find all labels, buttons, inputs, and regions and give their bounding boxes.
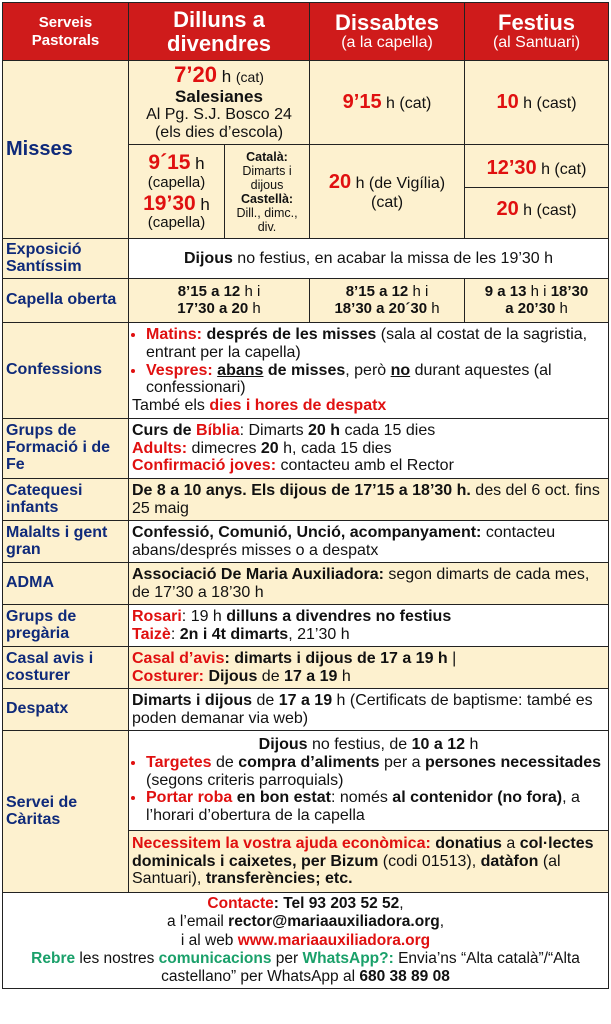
casal-l2-red: Costurer:: [132, 667, 205, 685]
lang-catalan-days: Dimarts i dijous: [242, 163, 292, 192]
malalts-label: Malalts i gent gran: [3, 521, 129, 563]
caritas-i2-d: , a l’horari d’obertura de la capella: [146, 789, 580, 825]
caritas-label: Servei de Càritas: [3, 731, 129, 893]
header-weekdays: [129, 3, 310, 61]
footer-wa-number[interactable]: 680 38 89 08: [359, 968, 450, 986]
pregaria-label: Grups de pregària: [3, 605, 129, 647]
misses-saturday-top-time: 9’15: [342, 91, 382, 114]
header-holidays: [465, 3, 609, 61]
despatx-b: 17 a 19: [278, 691, 333, 709]
confessions-morning: [146, 326, 605, 362]
header-saturdays-sub: (a la capella): [341, 34, 433, 52]
pregaria-l2-c: , 21’30 h: [288, 625, 350, 643]
pregaria-l1-b: dilluns a divendres no festius: [226, 607, 452, 625]
pregaria-l1-red: Rosari: [132, 607, 182, 625]
adma-label: ADMA: [3, 563, 129, 605]
caritas-i2-a: : només: [330, 789, 393, 807]
grups-l1-red: Bíblia: [196, 421, 240, 439]
caritas-i1-c: per a: [379, 753, 425, 771]
capella-row: [3, 279, 609, 323]
misses-holiday-2-time: 12’30: [486, 156, 537, 179]
exposicio-text: [129, 239, 609, 279]
despatx-bold: Dimarts i dijous: [132, 691, 253, 709]
misses-saturday-bottom-rest: h (de Vigília)(cat): [351, 175, 446, 211]
capella-saturday-1: 8’15 a 12: [345, 282, 409, 300]
casal-l1-red: Casal d’avis: [132, 649, 225, 667]
caritas-i1-d: persones necessitades: [424, 753, 602, 771]
capella-weekday: [129, 279, 310, 323]
grups-l2-a: dimecres: [187, 439, 261, 457]
misses-weekday-place-1: (capella): [147, 173, 206, 191]
exposicio-rest: no festius, en acabar la missa de les 19’30 h: [232, 249, 554, 267]
capella-weekday-2: 17’30 a 20: [177, 299, 249, 317]
caritas-help-red: Necessitem la vostra ajuda econòmica:: [132, 834, 431, 852]
malalts-bold: Confessió, Comunió, Unció, acompanyament:: [132, 523, 482, 541]
despatx-label: Despatx: [3, 689, 129, 731]
capella-holiday-2: a 20’30: [505, 299, 556, 317]
confessions-morning-label: Matins:: [146, 325, 202, 343]
misses-row-top: [3, 61, 609, 145]
capella-weekday-1: 8’15 a 12: [177, 282, 241, 300]
confessions-evening: [146, 362, 605, 398]
header-saturdays-title: Dissabtes: [335, 10, 439, 35]
capella-holiday: [465, 279, 609, 323]
adma-row: [3, 563, 609, 605]
caritas-i1-a: de: [211, 753, 239, 771]
misses-weekday-top-place: Salesianes: [175, 87, 263, 107]
catequesi-text: [129, 479, 609, 521]
misses-weekday-time-1: 9´15: [148, 151, 191, 175]
misses-weekday-time-2-h: h: [195, 194, 210, 214]
misses-holiday-3-time: 20: [496, 198, 519, 220]
misses-holiday-1-time: 10: [496, 91, 519, 114]
footer-wa-a: les nostres: [75, 949, 159, 967]
misses-weekday-place-2: (capella): [147, 214, 206, 232]
misses-saturday-top-rest: h (cat): [381, 95, 432, 113]
grups-l1-d: cada 15 dies: [340, 421, 436, 439]
header-holidays-sub: (al Santuari): [492, 34, 581, 52]
header-row: [3, 3, 609, 61]
casal-label: Casal avis i costurer: [3, 647, 129, 689]
capella-weekday-1-h: h i: [240, 282, 261, 300]
footer-contact-end: ,: [399, 895, 404, 912]
misses-weekday-top: [129, 61, 310, 145]
pregaria-l2-red: Taizè: [132, 625, 171, 643]
grups-l2-c: h, cada 15 dies: [278, 439, 392, 457]
confessions-text: [129, 323, 609, 419]
schedule-table: [2, 2, 609, 989]
caritas-i2-red: Portar roba: [146, 789, 233, 807]
capella-holiday-1b: 18’30: [550, 282, 589, 300]
caritas-help-b2: col·lectes dominicals i caixetes, per Bizum: [132, 834, 594, 870]
confessions-morning-bold: després de les misses: [202, 325, 377, 343]
misses-holiday-1-rest: h (cast): [518, 95, 577, 113]
capella-saturday-2-h: h: [427, 299, 440, 317]
exposicio-day: Dijous: [183, 249, 233, 267]
caritas-row-top: [3, 731, 609, 831]
caritas-help: [129, 831, 609, 893]
confessions-evening-bold: de misses: [263, 361, 346, 379]
schedule-sheet: [2, 2, 608, 989]
caritas-item-cards: [146, 754, 605, 790]
grups-l1-c: 20 h: [308, 421, 341, 439]
malalts-rest: contacteu abans/després misses o a despatx: [132, 523, 556, 559]
footer-wa-c: Envia’ns “Alta català”/“Alta castellano” per WhatsApp al: [161, 949, 580, 986]
confessions-evening-no: no: [390, 361, 411, 379]
footer-web-a: i al web: [180, 931, 238, 949]
misses-weekday-time-2: 19’30: [143, 191, 196, 215]
misses-holiday-1: [465, 61, 609, 145]
catequesi-label: Catequesi infants: [3, 479, 129, 521]
misses-holiday-3-rest: h (cast): [518, 202, 577, 219]
despatx-row: [3, 689, 609, 731]
caritas-help-b3: datàfon: [480, 852, 539, 870]
footer: [3, 893, 609, 989]
header-saturdays: [310, 3, 465, 61]
caritas-i1-red: Targetes: [146, 753, 212, 771]
confessions-list: [132, 326, 605, 398]
caritas-item-clothes: [146, 789, 605, 825]
header-holidays-title: Festius: [498, 10, 576, 35]
footer-wa-b: per: [271, 949, 303, 967]
adma-rest: segon dimarts de cada mes, de 17’30 a 18’30 h: [132, 565, 590, 601]
caritas-top-d: h: [465, 735, 479, 753]
casal-l2-a: de: [257, 667, 285, 685]
confessions-evening-before: abans: [217, 361, 264, 379]
footer-wa-green3: WhatsApp?:: [302, 949, 394, 967]
adma-bold: Associació De Maria Auxiliadora:: [132, 565, 384, 583]
confessions-row: [3, 323, 609, 419]
footer-email-end: ,: [439, 913, 445, 931]
grups-l2-red: Adults:: [132, 439, 188, 457]
grups-l3-a: contacteu amb el Rector: [276, 457, 454, 475]
despatx-a: de: [252, 691, 279, 709]
header-services: Serveis Pastorals: [3, 3, 129, 61]
caritas-help-a3: (al Santuari),: [132, 852, 561, 888]
caritas-help-b1: donatius: [430, 834, 502, 852]
malalts-text: [129, 521, 609, 563]
caritas-i1-b: compra d’aliments: [238, 753, 380, 771]
pregaria-l1-a: : 19 h: [181, 607, 227, 625]
caritas-top-b: Dijous: [258, 735, 308, 753]
misses-weekday-top-lang: (cat): [235, 68, 264, 85]
despatx-rest: h (Certificats de baptisme: també es poden demanar via web): [132, 691, 593, 727]
confessions-evening-mid: , però: [345, 361, 391, 379]
casal-l2-c: h: [337, 667, 351, 685]
despatx-text: [129, 689, 609, 731]
misses-weekday-top-note: (els dies d’escola): [154, 124, 284, 142]
capella-holiday-2-h: h: [555, 299, 568, 317]
malalts-row: [3, 521, 609, 563]
grups-text: [129, 419, 609, 479]
capella-saturday-1-h: h i: [408, 282, 429, 300]
catequesi-row: [3, 479, 609, 521]
pregaria-row: [3, 605, 609, 647]
confessions-morning-rest: (sala al costat de la sagristia, entrant per la capella): [146, 325, 588, 361]
misses-weekday-top-time: 7’20: [174, 61, 217, 87]
footer-row: [3, 893, 609, 989]
casal-l1-b: : dimarts i dijous de 17 a 19 h: [224, 649, 448, 667]
pregaria-text: [129, 605, 609, 647]
caritas-top-a: no festius, de: [307, 735, 412, 753]
exposicio-row: [3, 239, 609, 279]
caritas-text: [129, 731, 609, 831]
footer-contact-phone: : Tel 93 203 52 52: [273, 895, 400, 912]
misses-holiday-3: [465, 188, 608, 232]
adma-text: [129, 563, 609, 605]
casal-l2-b1: Dijous: [204, 667, 258, 685]
confessions-evening-rest: durant aquestes (al confessionari): [146, 361, 552, 397]
misses-label: Misses: [3, 61, 129, 239]
caritas-help-b4: transferències; etc.: [205, 870, 353, 888]
lang-castilian-days: Dill., dimc., div.: [236, 205, 298, 234]
capella-weekday-2-h: h: [248, 299, 261, 317]
casal-l1-sep: |: [447, 649, 457, 667]
misses-holiday-2: [465, 151, 608, 188]
confessions-also: També els: [132, 397, 210, 415]
grups-l1-b: : Dimarts: [239, 421, 309, 439]
footer-contact-red: Contacte: [207, 895, 274, 912]
caritas-list: [132, 754, 605, 826]
confessions-label: Confessions: [3, 323, 129, 419]
lang-catalan-label: Català:: [246, 149, 288, 164]
footer-email-a: a l’email: [167, 913, 229, 931]
misses-holiday-2-3: [465, 145, 609, 239]
grups-label: Grups de Formació i de Fe: [3, 419, 129, 479]
caritas-help-a1: a: [501, 834, 520, 852]
pregaria-l2-b: 2n i 4t dimarts: [179, 625, 289, 643]
grups-l1-a: Curs de: [132, 421, 197, 439]
misses-languages: [225, 145, 310, 239]
misses-weekday-top-h: h: [216, 66, 236, 86]
misses-saturday-bottom: [310, 145, 465, 239]
confessions-also-red: dies i hores de despatx: [209, 397, 387, 415]
misses-weekday-time-1-h: h: [190, 154, 205, 174]
caritas-i2-c: al contenidor (no fora): [392, 789, 563, 807]
catequesi-rest: des del 6 oct. fins 25 maig: [132, 481, 600, 517]
grups-l2-b: 20: [260, 439, 279, 457]
exposicio-label: Exposició Santíssim: [3, 239, 129, 279]
misses-saturday-top: [310, 61, 465, 145]
capella-holiday-1: 9 a 13: [484, 282, 527, 300]
casal-text: [129, 647, 609, 689]
capella-holiday-1-h: h i: [526, 282, 551, 300]
grups-row: [3, 419, 609, 479]
casal-row: [3, 647, 609, 689]
caritas-help-a2: (codi 01513),: [378, 852, 481, 870]
grups-l3-red: Confirmació joves:: [132, 457, 277, 475]
misses-weekday-top-addr: Al Pg. S.J. Bosco 24: [146, 106, 292, 124]
pregaria-l2-a: :: [170, 625, 180, 643]
caritas-top-c: 10 a 12: [411, 735, 465, 753]
footer-wa-green1: Rebre: [31, 949, 76, 967]
footer-web-link[interactable]: www.mariaauxiliadora.org: [237, 931, 431, 949]
capella-saturday-2: 18’30 a 20´30: [334, 299, 428, 317]
footer-email-link[interactable]: rector@mariaauxiliadora.org: [228, 913, 440, 931]
misses-weekday-times: [129, 145, 225, 239]
caritas-i1-e: (segons criteris parroquials): [146, 771, 344, 789]
confessions-evening-label: Vespres:: [146, 361, 213, 379]
catequesi-bold: De 8 a 10 anys. Els dijous de 17’15 a 18’30 h.: [132, 481, 471, 499]
misses-saturday-bottom-time: 20: [328, 171, 352, 194]
capella-label: Capella oberta: [3, 279, 129, 323]
lang-castilian-label: Castellà:: [240, 191, 294, 206]
misses-holiday-2-rest: h (cat): [536, 160, 587, 178]
caritas-i2-b: en bon estat: [232, 789, 331, 807]
header-weekdays-label: Dilluns a divendres: [167, 7, 271, 56]
footer-wa-green2: comunicacions: [158, 949, 272, 967]
casal-l2-b2: 17 a 19: [284, 667, 338, 685]
capella-saturday: [310, 279, 465, 323]
